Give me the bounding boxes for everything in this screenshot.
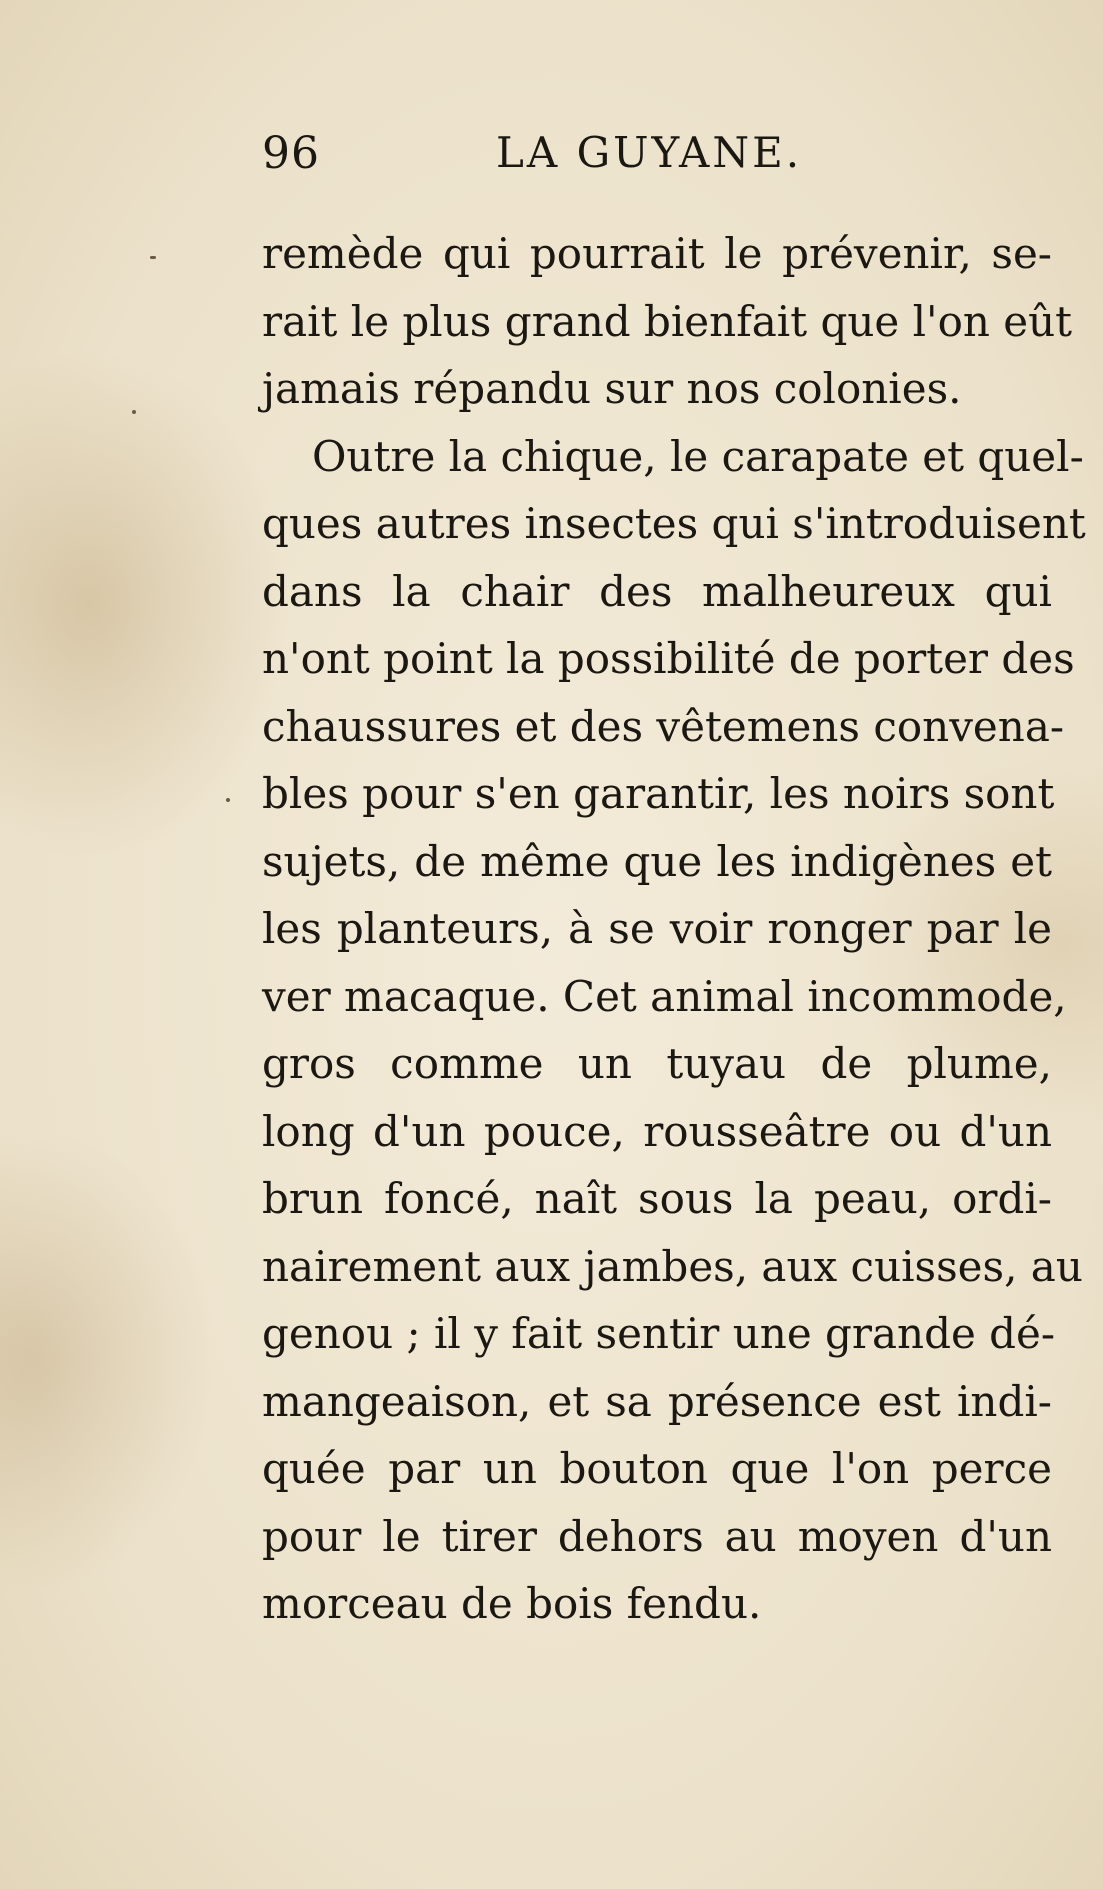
text-line: jamais répandu sur nos colonies. [262,364,962,413]
running-header [262,128,1062,188]
text-line: chaussures et des vêtemens convena- [262,701,1065,751]
text-line: long d'un pouce, rousseâtre ou d'un [262,1106,1052,1156]
text-line: rait le plus grand bienfait que l'on eût [262,296,1073,346]
text-line: ques autres insectes qui s'introduisent [262,499,1086,548]
text-line: genou ; il y fait sentir une grande dé- [262,1309,1056,1358]
text-line: n'ont point la possibilité de porter des [262,634,1075,683]
margin-speck [226,798,230,802]
text-line: ver macaque. Cet animal incommode, [262,971,1067,1021]
text-line: pour le tirer dehors au moyen d'un [262,1511,1052,1561]
paragraph-end-line: morceau de bois fendu. [262,1579,762,1628]
paragraph-start-line: Outre la chique, le carapate et quel- [312,431,1084,481]
body-text [262,220,1086,1638]
text-line: bles pour s'en garantir, les noirs sont [262,769,1055,818]
page-number: 96 [262,128,320,179]
margin-speck [150,256,156,259]
running-title: LA GUYANE. [496,128,803,177]
margin-speck [132,410,136,414]
text-line: sujets, de même que les indigènes et [262,836,1052,886]
text-line: quée par un bouton que l'on perce [262,1444,1052,1493]
text-line: remède qui pourrait le prévenir, se- [262,229,1052,278]
text-line: nairement aux jambes, aux cuisses, au [262,1241,1083,1291]
text-line: gros comme un tuyau de plume, [262,1039,1052,1088]
text-line: brun foncé, naît sous la peau, ordi- [262,1174,1052,1223]
text-line: mangeaison, et sa présence est indi- [262,1376,1052,1426]
text-line: dans la chair des malheureux qui [262,566,1052,616]
text-line: les planteurs, à se voir ronger par le [262,904,1052,953]
